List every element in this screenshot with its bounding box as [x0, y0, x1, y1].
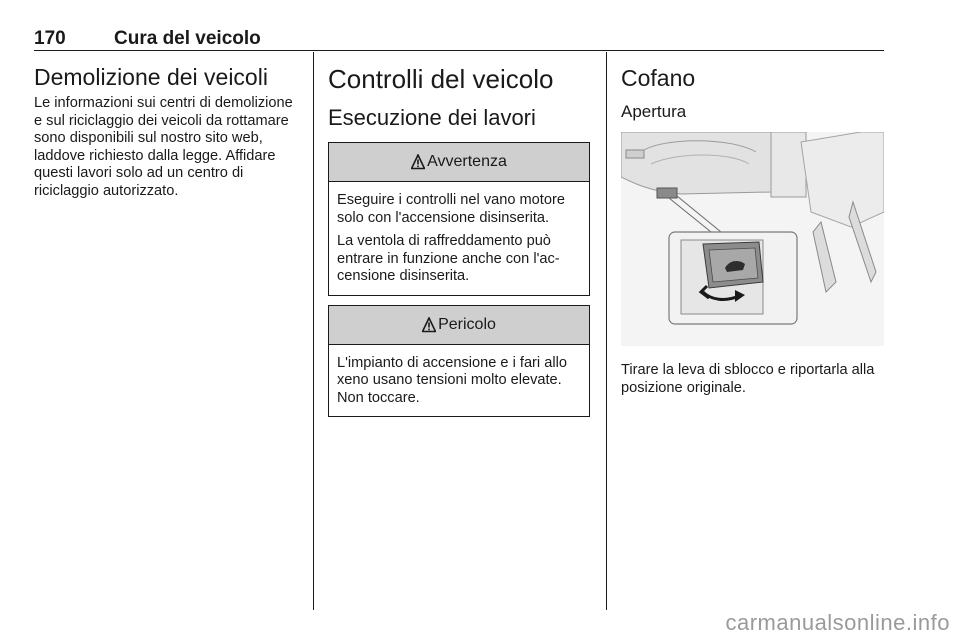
watermark: carmanualsonline.info	[725, 610, 950, 635]
danger-paragraph-1: L'impianto di accensione e i fari allo xeno usano tensioni molto elevate. Non toccare.	[337, 354, 567, 406]
section-title-hood: Cofano	[621, 65, 696, 91]
warning-title: Avvertenza	[427, 153, 507, 170]
column-hood	[621, 62, 884, 397]
page-number: 170	[34, 28, 66, 49]
column-scrapping	[34, 62, 296, 200]
running-title: Cura del veicolo	[114, 28, 261, 49]
column-divider-right	[606, 52, 607, 610]
danger-box-header	[329, 306, 589, 345]
page-header	[34, 28, 884, 50]
scrapping-text: Le informazioni sui centri di demolizione e sul riciclaggio dei veicoli da rottamare sono disponibili sul nostro sito web, laddove richiesto dalla legge. Affidare questi lavori solo ad un centro di riciclaggio autorizzato.	[34, 95, 293, 199]
warning-triangle-icon	[422, 317, 436, 333]
subsection-title-work: Esecuzione dei lavori	[328, 105, 536, 130]
hood-caption: Tirare la leva di sblocco e riportarla alla posizione originale.	[621, 362, 875, 396]
column-divider-left	[313, 52, 314, 610]
danger-box-body	[329, 345, 589, 417]
hood-release-illustration	[621, 132, 884, 346]
warning-box-header	[329, 143, 589, 182]
warning-paragraph-1: Eseguire i controlli nel vano motore solo con l'accensione disinserita.	[337, 192, 565, 226]
danger-title: Pericolo	[438, 315, 496, 333]
header-rule	[34, 50, 884, 51]
warning-box-body	[329, 182, 589, 295]
section-title-scrapping: Demolizione dei veicoli	[34, 64, 268, 90]
section-title-vehicle-checks: Controlli del veicolo	[328, 64, 554, 94]
warning-box	[328, 142, 590, 296]
warning-triangle-icon	[411, 154, 425, 170]
hood-release-lever-icon	[621, 132, 884, 346]
subsection-title-opening: Apertura	[621, 102, 687, 121]
warning-paragraph-2: La ventola di raffreddamento può entrare in funzione anche con l'accensione disinserita.	[337, 233, 560, 284]
danger-box	[328, 305, 590, 418]
column-vehicle-checks	[328, 62, 590, 417]
